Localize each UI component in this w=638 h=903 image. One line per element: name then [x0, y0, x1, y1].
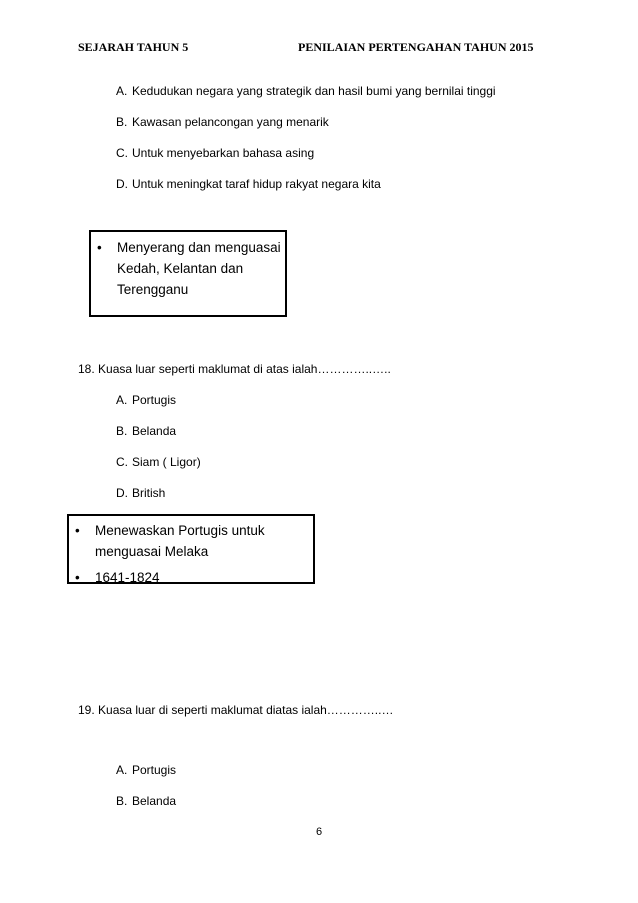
info-bullet-item: [75, 567, 311, 588]
option-text: Kedudukan negara yang strategik dan hasil bumi yang bernilai tinggi: [132, 84, 496, 98]
option-text: Kawasan pelancongan yang menarik: [132, 115, 329, 129]
option-text: Portugis: [132, 393, 177, 407]
q17-option-c: [116, 146, 314, 160]
option-letter: B.: [116, 794, 128, 808]
q18-option-d: [116, 486, 165, 500]
option-letter: A.: [116, 763, 128, 777]
q17-option-a: [116, 84, 496, 98]
bullet-icon: •: [97, 240, 102, 255]
option-text: Siam ( Ligor): [132, 455, 201, 469]
option-text: Untuk meningkat taraf hidup rakyat negara kita: [132, 177, 381, 191]
header-subject: SEJARAH TAHUN 5: [78, 40, 189, 54]
option-letter: B.: [116, 115, 128, 129]
q19-option-b: [116, 794, 176, 808]
option-text: Belanda: [132, 794, 177, 808]
q18-option-c: [116, 455, 201, 469]
info-bullet-item: [97, 237, 283, 300]
question-19: 19. Kuasa luar di seperti maklumat diatas ialah…………..…: [78, 703, 394, 717]
info-bullet-item: [75, 520, 311, 562]
q18-option-b: [116, 424, 176, 438]
info-line: Kedah, Kelantan dan: [117, 261, 244, 276]
bullet-icon: •: [75, 570, 80, 585]
q18-option-a: [116, 393, 176, 407]
page-number: 6: [315, 826, 323, 838]
q17-option-d: [116, 177, 381, 191]
option-letter: C.: [116, 146, 128, 160]
info-line: Terengganu: [117, 282, 189, 297]
header-exam-title: PENILAIAN PERTENGAHAN TAHUN 2015: [298, 40, 534, 54]
info-box-q19: [67, 514, 315, 584]
option-text: Untuk menyebarkan bahasa asing: [132, 146, 315, 160]
option-text: Portugis: [132, 763, 177, 777]
option-text: Belanda: [132, 424, 177, 438]
bullet-icon: •: [75, 523, 80, 538]
option-letter: C.: [116, 455, 128, 469]
info-line: menguasai Melaka: [95, 544, 209, 559]
info-line: 1641-1824: [95, 570, 160, 585]
option-letter: D.: [116, 177, 128, 191]
q19-option-a: [116, 763, 176, 777]
option-letter: A.: [116, 393, 128, 407]
question-18: 18. Kuasa luar seperti maklumat di atas ialah…………..…..: [78, 362, 391, 376]
info-line: Menewaskan Portugis untuk: [95, 523, 265, 538]
option-text: British: [132, 486, 166, 500]
info-line: Menyerang dan menguasai: [117, 240, 281, 255]
q17-option-b: [116, 115, 329, 129]
info-box-q18: [89, 230, 287, 317]
option-letter: B.: [116, 424, 128, 438]
option-letter: A.: [116, 84, 128, 98]
option-letter: D.: [116, 486, 128, 500]
